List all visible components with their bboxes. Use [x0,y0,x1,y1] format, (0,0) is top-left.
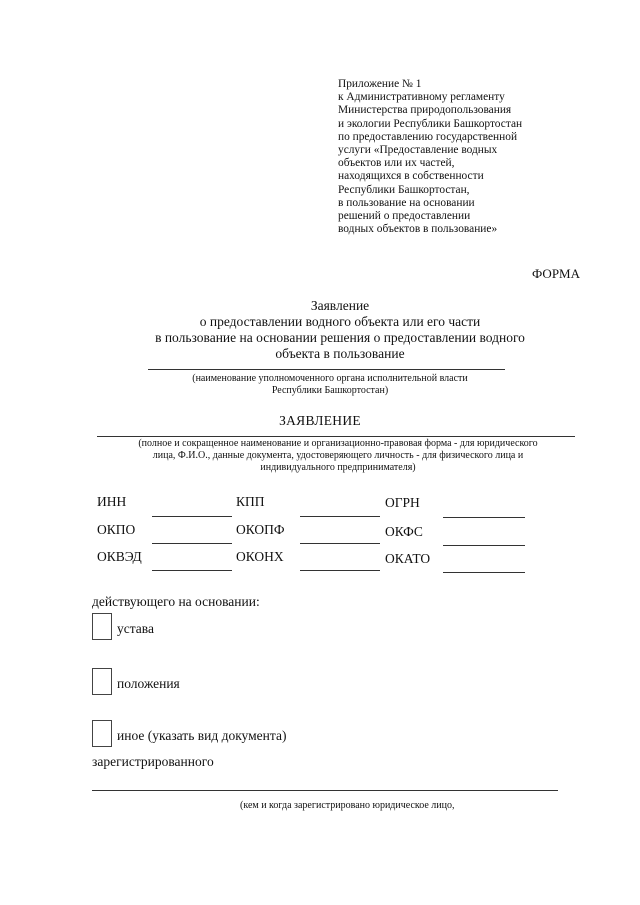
code-field-inn[interactable] [152,516,232,517]
title-line: в пользование на основании решения о предоставлении водного [155,330,525,345]
form-heading: ЗАЯВЛЕНИЕ [279,413,361,428]
document-title [120,298,560,362]
appendix-line: к Административному регламенту [338,91,505,104]
appendix-line: Приложение № 1 [338,78,422,90]
form-label: ФОРМА [532,266,580,281]
code-field-okato[interactable] [443,572,525,573]
code-field-okpo[interactable] [152,543,232,544]
code-label-okfs: ОКФС [385,524,423,539]
applicant-note-line: (полное и сокращенное наименование и организационно-правовая форма - для юридического [138,438,538,449]
code-field-kpp[interactable] [300,516,380,517]
code-field-okopf[interactable] [300,543,380,544]
authority-note-line: Республики Башкортостан) [271,385,389,396]
title-line: о предоставлении водного объекта или его части [199,314,481,329]
appendix-header [338,78,598,236]
checkbox-other[interactable] [92,720,112,747]
appendix-line: водных объектов в пользование» [338,223,498,236]
applicant-note-line: индивидуального предпринимателя) [260,462,416,473]
title-line: объекта в пользование [275,346,405,361]
option-label-charter: устава [117,621,154,636]
code-field-okonh[interactable] [300,570,380,571]
checkbox-regulation[interactable] [92,668,112,695]
appendix-line: услуги «Предоставление водных [338,144,498,157]
option-label-other: иное (указать вид документа) [117,728,287,743]
authority-field-line[interactable] [148,369,505,370]
registration-note: (кем и когда зарегистрировано юридическое лицо, [240,800,455,811]
code-label-okopf: ОКОПФ [236,522,285,537]
code-label-okved: ОКВЭД [97,549,142,564]
appendix-line: в пользование на основании [338,196,475,209]
basis-label: действующего на основании: [92,594,260,609]
code-field-ogrn[interactable] [443,517,525,518]
checkbox-charter[interactable] [92,613,112,640]
code-field-okfs[interactable] [443,545,525,546]
code-field-okved[interactable] [152,570,232,571]
code-label-ogrn: ОГРН [385,495,420,510]
code-label-okato: ОКАТО [385,551,431,566]
applicant-note [95,438,581,474]
authority-note [140,373,520,397]
appendix-line: и экологии Республики Башкортостан [338,117,523,130]
code-label-kpp: КПП [236,494,265,509]
code-label-okonh: ОКОНХ [236,549,284,564]
code-label-okpo: ОКПО [97,522,136,537]
appendix-line: находящихся в собственности [338,170,484,183]
registered-label: зарегистрированного [92,754,214,769]
applicant-field-line[interactable] [97,436,575,437]
code-label-inn: ИНН [97,494,127,509]
applicant-note-line: лица, Ф.И.О., данные документа, удостоверяющего личность - для физического лица и [152,450,524,461]
appendix-line: по предоставлению государственной [338,130,518,143]
title-line: Заявление [310,298,370,313]
appendix-line: объектов или их частей, [338,157,455,170]
appendix-line: Республики Башкортостан, [338,183,470,196]
authority-note-line: (наименование уполномоченного органа исполнительной власти [192,373,468,384]
appendix-line: Министерства природопользования [338,104,512,117]
registration-field-line[interactable] [92,790,558,791]
option-label-regulation: положения [117,676,180,691]
appendix-line: решений о предоставлении [338,210,471,223]
